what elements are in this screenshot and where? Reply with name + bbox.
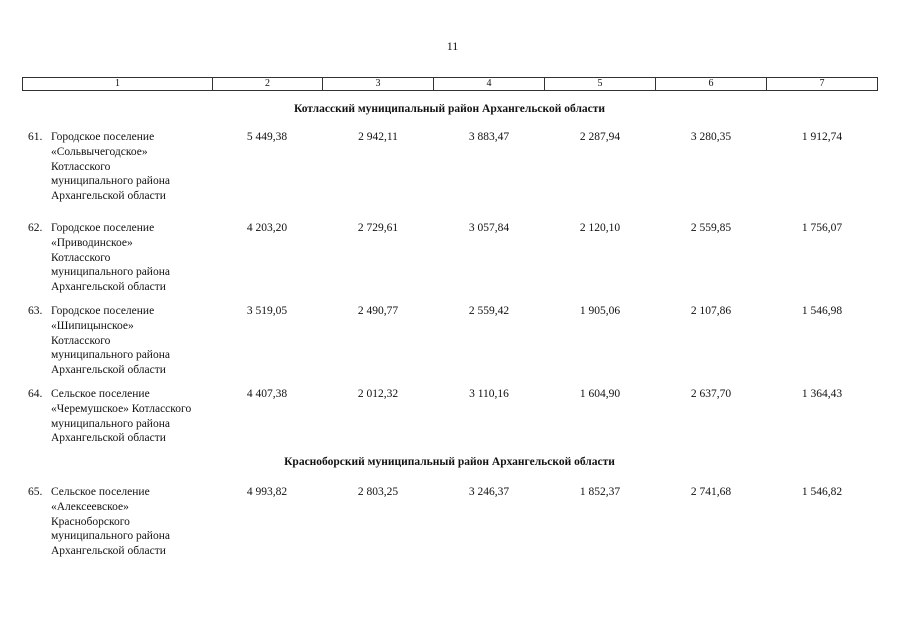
settlement-name [51, 130, 221, 204]
value-col-5: 1 604,90 [579, 388, 621, 400]
name-line: муниципального района [51, 175, 170, 188]
section-title-krasnoborsk: Красноборский муниципальный район Архангельской области [284, 456, 615, 468]
name-line: муниципального района [51, 349, 170, 362]
name-line: Городское поселение [51, 305, 155, 317]
value-col-2: 3 519,05 [246, 305, 288, 317]
name-line: муниципального района [51, 417, 170, 430]
value-col-3: 2 803,25 [357, 486, 399, 498]
settlement-name [51, 387, 221, 446]
value-col-5: 2 120,10 [579, 222, 621, 234]
name-line: «Сольвычегодское» [51, 145, 148, 158]
value-col-4: 3 057,84 [468, 222, 510, 234]
settlement-name [51, 221, 221, 295]
row-number: 63. [28, 305, 43, 317]
row-number: 64. [28, 388, 43, 400]
name-line: «Черемушское» Котласского [51, 402, 192, 415]
name-line: Городское поселение [51, 222, 155, 234]
column-number-1: 1 [23, 78, 213, 91]
column-number-7: 7 [767, 78, 878, 91]
name-line: «Шипицынское» [51, 319, 134, 332]
name-line: Архангельской области [51, 190, 166, 203]
name-line: Архангельской области [51, 364, 166, 377]
value-col-7: 1 546,82 [801, 486, 843, 498]
section-title-kotlas: Котласский муниципальный район Архангельской области [293, 103, 606, 115]
value-col-5: 1 852,37 [579, 486, 621, 498]
value-col-4: 3 110,16 [469, 388, 509, 400]
name-line: Архангельской области [51, 432, 166, 445]
column-number-6: 6 [656, 78, 767, 91]
value-col-3: 2 729,61 [357, 222, 399, 234]
name-line: Архангельской области [51, 545, 166, 558]
value-col-6: 3 280,35 [690, 131, 732, 143]
value-col-7: 1 912,74 [801, 131, 843, 143]
column-number-3: 3 [323, 78, 434, 91]
column-number-2: 2 [213, 78, 323, 91]
row-number: 61. [28, 131, 43, 143]
value-col-6: 2 741,68 [690, 486, 732, 498]
value-col-6: 2 107,86 [690, 305, 732, 317]
value-col-5: 2 287,94 [579, 131, 621, 143]
value-col-3: 2 490,77 [357, 305, 399, 317]
value-col-2: 4 407,38 [246, 388, 288, 400]
name-line: Котласского [51, 160, 111, 173]
column-number-4: 4 [434, 78, 545, 91]
value-col-4: 2 559,42 [468, 305, 510, 317]
value-col-5: 1 905,06 [579, 305, 621, 317]
value-col-6: 2 637,70 [690, 388, 732, 400]
value-col-3: 2 942,11 [358, 131, 398, 143]
name-line: Городское поселение [51, 131, 155, 143]
page-number: 11 [446, 39, 459, 53]
column-number-row [23, 78, 878, 91]
name-line: Котласского [51, 334, 111, 347]
column-header-table [22, 77, 878, 91]
name-line: Красноборского [51, 515, 130, 528]
value-col-2: 4 993,82 [246, 486, 288, 498]
value-col-2: 4 203,20 [246, 222, 288, 234]
name-line: муниципального района [51, 266, 170, 279]
settlement-name [51, 304, 221, 378]
value-col-7: 1 364,43 [801, 388, 843, 400]
name-line: «Алексеевское» [51, 500, 129, 513]
name-line: «Приводинское» [51, 236, 133, 249]
value-col-3: 2 012,32 [357, 388, 399, 400]
row-number: 62. [28, 222, 43, 234]
value-col-4: 3 883,47 [468, 131, 510, 143]
value-col-2: 5 449,38 [246, 131, 288, 143]
column-number-5: 5 [545, 78, 656, 91]
name-line: Сельское поселение [51, 486, 150, 498]
name-line: Архангельской области [51, 281, 166, 294]
value-col-6: 2 559,85 [690, 222, 732, 234]
value-col-7: 1 756,07 [801, 222, 843, 234]
name-line: Котласского [51, 251, 111, 264]
name-line: Сельское поселение [51, 388, 150, 400]
settlement-name [51, 485, 221, 559]
value-col-7: 1 546,98 [801, 305, 843, 317]
value-col-4: 3 246,37 [468, 486, 510, 498]
row-number: 65. [28, 486, 43, 498]
name-line: муниципального района [51, 530, 170, 543]
